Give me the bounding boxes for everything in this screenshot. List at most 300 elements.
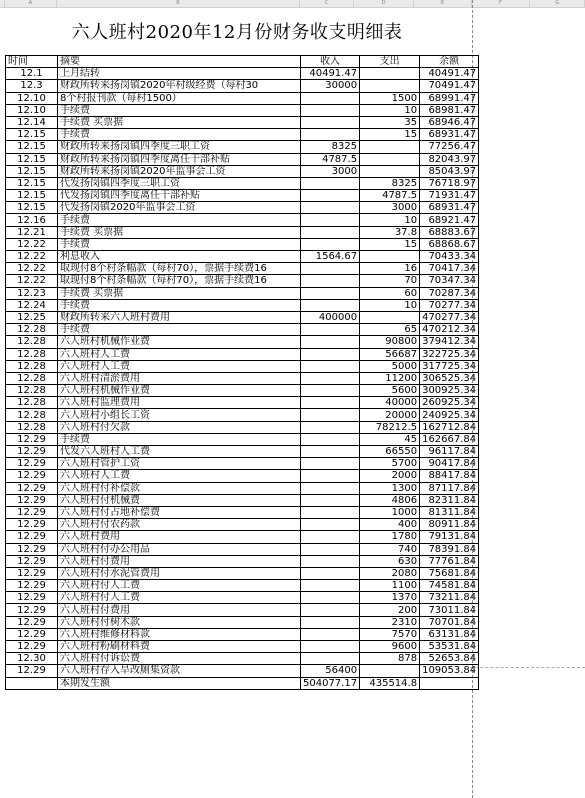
cell-date[interactable]: 12.29 [6,543,58,555]
table-row [6,665,479,677]
cell-income[interactable] [301,421,360,433]
cell-expense[interactable] [360,80,420,92]
cell-date[interactable]: 12.29 [6,555,58,567]
cell-date[interactable]: 12.16 [6,214,58,226]
cell-balance[interactable]: 80911.84 [420,519,479,531]
cell-expense[interactable]: 56687 [360,348,420,360]
table-row [6,324,479,336]
cell-balance[interactable]: 77256.47 [420,141,479,153]
cell-balance[interactable]: 82043.97 [420,153,479,165]
cell-desc[interactable]: 六人班村付诉讼费 [58,653,301,665]
cell-balance[interactable]: 70701.84 [420,616,479,628]
cell-date[interactable]: 12.28 [6,348,58,360]
cell-income[interactable] [301,104,360,116]
cell-income[interactable]: 8325 [301,141,360,153]
cell-expense[interactable]: 740 [360,543,420,555]
cell-income[interactable] [301,458,360,470]
cell-expense[interactable]: 4806 [360,494,420,506]
cell-desc[interactable]: 六人班村费用 [58,531,301,543]
cell-income[interactable]: 56400 [301,665,360,677]
cell-balance[interactable]: 53531.84 [420,641,479,653]
cell-balance[interactable]: 68946.47 [420,116,479,128]
cell-expense[interactable]: 70 [360,275,420,287]
cell-balance[interactable]: 73211.84 [420,592,479,604]
cell-expense[interactable]: 11200 [360,372,420,384]
cell-desc[interactable]: 六人班村人工费 [58,348,301,360]
table-row [6,226,479,238]
cell-date[interactable]: 12.28 [6,324,58,336]
cell-desc[interactable]: 本期发生额 [58,677,301,689]
table-row [6,531,479,543]
cell-desc[interactable]: 六人班村付欠款 [58,421,301,433]
cell-income[interactable] [301,348,360,360]
column-letter[interactable]: C [300,0,354,7]
cell-date[interactable]: 12.29 [6,641,58,653]
cell-desc[interactable]: 六人班村监理费用 [58,397,301,409]
cell-desc[interactable]: 手续费 [58,238,301,250]
cell-income[interactable] [301,92,360,104]
cell-desc[interactable]: 六人班村付水泥管费用 [58,567,301,579]
cell-date[interactable]: 12.28 [6,360,58,372]
cell-desc[interactable]: 代发扬岗镇四季度离任干部补贴 [58,190,301,202]
cell-balance[interactable]: 470212.34 [420,324,479,336]
cell-income[interactable]: 3000 [301,165,360,177]
cell-balance[interactable]: 306525.34 [420,372,479,384]
cell-balance[interactable]: 68991.47 [420,92,479,104]
cell-desc[interactable]: 手续费 [58,433,301,445]
cell-date[interactable]: 12.29 [6,665,58,677]
cell-expense[interactable]: 2080 [360,567,420,579]
cell-desc[interactable]: 财政所转来扬岗镇四季度离任干部补贴 [58,153,301,165]
cell-income[interactable]: 400000 [301,311,360,323]
cell-date[interactable] [6,677,58,689]
cell-income[interactable] [301,494,360,506]
cell-date[interactable]: 12.28 [6,372,58,384]
cell-desc[interactable]: 财政所转来扬岗镇2020年监事会工资 [58,165,301,177]
cell-income[interactable] [301,446,360,458]
table-row [6,616,479,628]
cell-desc[interactable]: 代发六人班村人工费 [58,446,301,458]
header-desc: 摘要 [58,56,301,68]
table-row [6,190,479,202]
cell-income[interactable]: 1564.67 [301,251,360,263]
table-row [6,129,479,141]
table-row [6,360,479,372]
cell-balance[interactable]: 52653.84 [420,653,479,665]
cell-income[interactable] [301,372,360,384]
table-row [6,494,479,506]
cell-expense[interactable]: 20000 [360,409,420,421]
cell-date[interactable]: 12.29 [6,580,58,592]
cell-expense[interactable]: 66550 [360,446,420,458]
cell-desc[interactable]: 利息收入 [58,251,301,263]
table-row [6,202,479,214]
cell-desc[interactable]: 六人班村人工费 [58,470,301,482]
cell-income[interactable] [301,641,360,653]
cell-income[interactable] [301,567,360,579]
cell-expense[interactable]: 10 [360,299,420,311]
header-income: 收入 [301,56,360,68]
cell-balance[interactable]: 260925.34 [420,397,479,409]
finance-table [5,55,479,690]
cell-balance[interactable]: 87117.84 [420,482,479,494]
cell-balance[interactable] [420,677,479,689]
cell-date[interactable]: 12.15 [6,153,58,165]
cell-desc[interactable]: 六人班村付占地补偿费 [58,506,301,518]
cell-income[interactable]: 4787.5 [301,153,360,165]
cell-balance[interactable]: 300925.34 [420,385,479,397]
cell-balance[interactable]: 70417.34 [420,263,479,275]
table-row [6,92,479,104]
cell-date[interactable]: 12.30 [6,653,58,665]
cell-balance[interactable]: 63131.84 [420,628,479,640]
cell-desc[interactable]: 六人班村付树木款 [58,616,301,628]
cell-desc[interactable]: 财政所转来扬岗镇四季度三职工资 [58,141,301,153]
cell-expense[interactable]: 60 [360,287,420,299]
cell-expense[interactable]: 2310 [360,616,420,628]
cell-date[interactable]: 12.29 [6,616,58,628]
cell-expense[interactable]: 45 [360,433,420,445]
cell-income[interactable] [301,214,360,226]
cell-expense[interactable]: 878 [360,653,420,665]
cell-balance[interactable]: 470277.34 [420,311,479,323]
cell-desc[interactable]: 取现付8个村条幅款（每村70），票据手续费16 [58,275,301,287]
table-row [6,238,479,250]
cell-balance[interactable]: 77761.84 [420,555,479,567]
column-letter[interactable]: E [414,0,472,7]
cell-balance[interactable]: 68931.47 [420,202,479,214]
cell-desc[interactable]: 六人班村管护工资 [58,458,301,470]
table-row [6,604,479,616]
cell-desc[interactable]: 六人班村清淤费用 [58,372,301,384]
cell-expense[interactable]: 8325 [360,177,420,189]
cell-desc[interactable]: 六人班村付费用 [58,604,301,616]
cell-income[interactable] [301,482,360,494]
cell-income[interactable] [301,543,360,555]
table-row [6,141,479,153]
cell-date[interactable]: 12.28 [6,421,58,433]
table-row [6,653,479,665]
cell-balance[interactable]: 81311.84 [420,506,479,518]
cell-desc[interactable]: 六人班村人工费 [58,360,301,372]
cell-balance[interactable]: 68868.67 [420,238,479,250]
cell-balance[interactable]: 162667.84 [420,433,479,445]
cell-income[interactable] [301,580,360,592]
cell-income[interactable] [301,433,360,445]
cell-expense[interactable]: 10 [360,214,420,226]
cell-date[interactable]: 12.28 [6,385,58,397]
cell-expense[interactable]: 1370 [360,592,420,604]
cell-balance[interactable]: 68921.47 [420,214,479,226]
cell-date[interactable]: 12.22 [6,238,58,250]
cell-income[interactable] [301,519,360,531]
cell-desc[interactable]: 上月结转 [58,68,301,80]
cell-date[interactable]: 12.15 [6,190,58,202]
cell-income[interactable] [301,531,360,543]
cell-income[interactable] [301,397,360,409]
cell-expense[interactable]: 7570 [360,628,420,640]
cell-desc[interactable]: 财政所转来六人班村费用 [58,311,301,323]
cell-date[interactable]: 12.22 [6,263,58,275]
cell-balance[interactable]: 240925.34 [420,409,479,421]
cell-balance[interactable]: 70277.34 [420,299,479,311]
cell-income[interactable] [301,604,360,616]
cell-expense[interactable]: 5600 [360,385,420,397]
cell-income[interactable] [301,190,360,202]
cell-date[interactable]: 12.29 [6,506,58,518]
cell-expense[interactable]: 10 [360,104,420,116]
cell-expense[interactable]: 5000 [360,360,420,372]
cell-date[interactable]: 12.29 [6,433,58,445]
table-row [6,543,479,555]
cell-income[interactable] [301,238,360,250]
cell-desc[interactable]: 财政所转来扬岗镇2020年村级经费（每村30 [58,80,301,92]
cell-balance[interactable]: 73011.84 [420,604,479,616]
cell-income[interactable] [301,226,360,238]
header-balance: 余额 [420,56,479,68]
column-letter[interactable]: A [5,0,57,7]
cell-expense[interactable]: 400 [360,519,420,531]
cell-expense[interactable]: 15 [360,129,420,141]
table-row [6,458,479,470]
column-letter[interactable]: D [354,0,414,7]
cell-expense[interactable]: 37.8 [360,226,420,238]
cell-date[interactable]: 12.15 [6,141,58,153]
cell-expense[interactable]: 2000 [360,470,420,482]
cell-balance[interactable]: 82311.84 [420,494,479,506]
cell-desc[interactable]: 手续费 [58,104,301,116]
cell-date[interactable]: 12.14 [6,116,58,128]
cell-income[interactable] [301,202,360,214]
page-break-horizontal [470,667,585,668]
cell-date[interactable]: 12.10 [6,104,58,116]
cell-date[interactable]: 12.29 [6,604,58,616]
cell-income[interactable] [301,287,360,299]
table-row [6,385,479,397]
cell-balance[interactable]: 317725.34 [420,360,479,372]
cell-desc[interactable]: 六人班村机械作业费 [58,336,301,348]
cell-date[interactable]: 12.21 [6,226,58,238]
cell-balance[interactable]: 96117.84 [420,446,479,458]
table-row [6,104,479,116]
cell-desc[interactable]: 手续费 买票据 [58,287,301,299]
table-row [6,580,479,592]
cell-date[interactable]: 12.29 [6,458,58,470]
cell-date[interactable]: 12.28 [6,409,58,421]
cell-income[interactable] [301,263,360,275]
cell-expense[interactable]: 1100 [360,580,420,592]
cell-desc[interactable]: 代发扬岗镇四季度三职工资 [58,177,301,189]
cell-desc[interactable]: 六人班村存入旱改厕集资款 [58,665,301,677]
table-row [6,482,479,494]
cell-desc[interactable]: 手续费 买票据 [58,226,301,238]
cell-desc[interactable]: 六人班村付补偿款 [58,482,301,494]
column-letter[interactable]: B [57,0,300,7]
cell-income[interactable] [301,116,360,128]
cell-expense[interactable]: 1300 [360,482,420,494]
cell-desc[interactable]: 六人班村付费用 [58,555,301,567]
cell-balance[interactable]: 75681.84 [420,567,479,579]
cell-desc[interactable]: 手续费 [58,324,301,336]
cell-income[interactable] [301,653,360,665]
cell-balance[interactable]: 162712.84 [420,421,479,433]
cell-date[interactable]: 12.29 [6,592,58,604]
cell-income[interactable] [301,385,360,397]
cell-expense[interactable]: 1000 [360,506,420,518]
cell-expense[interactable] [360,153,420,165]
cell-date[interactable]: 12.29 [6,567,58,579]
cell-balance[interactable]: 379412.34 [420,336,479,348]
cell-income[interactable] [301,592,360,604]
cell-date[interactable]: 12.15 [6,202,58,214]
cell-date[interactable]: 12.29 [6,482,58,494]
cell-balance[interactable]: 40491.47 [420,68,479,80]
table-row [6,506,479,518]
cell-date[interactable]: 12.29 [6,446,58,458]
cell-income[interactable] [301,360,360,372]
cell-balance[interactable]: 109053.84 [420,665,479,677]
cell-expense[interactable] [360,68,420,80]
cell-income[interactable]: 30000 [301,80,360,92]
table-row [6,214,479,226]
table-row [6,165,479,177]
cell-desc[interactable]: 手续费 买票据 [58,116,301,128]
cell-desc[interactable]: 六人班村机械作业费 [58,385,301,397]
cell-balance[interactable]: 90417.84 [420,458,479,470]
cell-desc[interactable]: 手续费 [58,214,301,226]
table-row [6,311,479,323]
cell-expense[interactable]: 35 [360,116,420,128]
cell-expense[interactable]: 15 [360,238,420,250]
cell-balance[interactable]: 85043.97 [420,165,479,177]
cell-date[interactable]: 12.24 [6,299,58,311]
table-row [6,519,479,531]
cell-date[interactable]: 12.29 [6,628,58,640]
cell-balance[interactable]: 88417.84 [420,470,479,482]
cell-expense[interactable]: 90800 [360,336,420,348]
cell-desc[interactable]: 六人班村付人工费 [58,592,301,604]
cell-desc[interactable]: 手续费 [58,299,301,311]
cell-expense[interactable]: 3000 [360,202,420,214]
cell-expense[interactable] [360,665,420,677]
cell-expense[interactable]: 5700 [360,458,420,470]
cell-expense[interactable]: 65 [360,324,420,336]
cell-expense[interactable]: 200 [360,604,420,616]
cell-date[interactable]: 12.3 [6,80,58,92]
cell-date[interactable]: 12.25 [6,311,58,323]
cell-balance[interactable]: 78391.84 [420,543,479,555]
cell-desc[interactable]: 六人班村维修材料款 [58,628,301,640]
table-row [6,433,479,445]
cell-desc[interactable]: 六人班村付人工费 [58,580,301,592]
cell-balance[interactable]: 68931.47 [420,129,479,141]
cell-income[interactable] [301,555,360,567]
cell-income[interactable] [301,129,360,141]
cell-date[interactable]: 12.22 [6,251,58,263]
cell-desc[interactable]: 六人班村付办公用品 [58,543,301,555]
cell-desc[interactable]: 六人班村粉刷材料费 [58,641,301,653]
cell-date[interactable]: 12.28 [6,397,58,409]
cell-desc[interactable]: 8个村报刊款（每村1500） [58,92,301,104]
cell-expense[interactable] [360,141,420,153]
cell-balance[interactable]: 74581.84 [420,580,479,592]
cell-expense[interactable] [360,311,420,323]
cell-date[interactable]: 12.23 [6,287,58,299]
cell-income[interactable] [301,336,360,348]
cell-income[interactable] [301,324,360,336]
cell-desc[interactable]: 六人班村付农药款 [58,519,301,531]
cell-desc[interactable]: 六人班村小组长工资 [58,409,301,421]
cell-desc[interactable]: 手续费 [58,129,301,141]
column-letter[interactable]: G [530,0,585,7]
cell-date[interactable]: 12.15 [6,129,58,141]
cell-income[interactable] [301,275,360,287]
cell-income[interactable]: 40491.47 [301,68,360,80]
cell-date[interactable]: 12.29 [6,531,58,543]
cell-date[interactable]: 12.29 [6,470,58,482]
cell-expense[interactable]: 4787.5 [360,190,420,202]
cell-balance[interactable]: 76718.97 [420,177,479,189]
cell-expense[interactable]: 630 [360,555,420,567]
cell-balance[interactable]: 70491.47 [420,80,479,92]
table-row [6,275,479,287]
table-row [6,336,479,348]
cell-income[interactable]: 504077.17 [301,677,360,689]
cell-expense[interactable]: 78212.5 [360,421,420,433]
cell-expense[interactable]: 40000 [360,397,420,409]
cell-date[interactable]: 12.29 [6,519,58,531]
table-row [6,372,479,384]
cell-date[interactable]: 12.1 [6,68,58,80]
cell-income[interactable] [301,177,360,189]
cell-date[interactable]: 12.10 [6,92,58,104]
cell-expense[interactable]: 435514.8 [360,677,420,689]
cell-desc[interactable]: 代发扬岗镇2020年监事会工资 [58,202,301,214]
cell-expense[interactable] [360,251,420,263]
cell-balance[interactable]: 70287.34 [420,287,479,299]
cell-income[interactable] [301,470,360,482]
header-expense: 支出 [360,56,420,68]
cell-desc[interactable]: 六人班村付机械费 [58,494,301,506]
cell-income[interactable] [301,299,360,311]
cell-date[interactable]: 12.22 [6,275,58,287]
cell-balance[interactable]: 68883.67 [420,226,479,238]
cell-desc[interactable]: 取现付8个村条幅款（每村70），票据手续费16 [58,263,301,275]
cell-income[interactable] [301,616,360,628]
cell-balance[interactable]: 70347.34 [420,275,479,287]
cell-expense[interactable]: 1500 [360,92,420,104]
column-letter[interactable]: F [472,0,530,7]
cell-expense[interactable] [360,165,420,177]
cell-date[interactable]: 12.28 [6,336,58,348]
cell-date[interactable]: 12.15 [6,177,58,189]
cell-date[interactable]: 12.29 [6,494,58,506]
cell-income[interactable] [301,628,360,640]
table-row [6,68,479,80]
cell-date[interactable]: 12.15 [6,165,58,177]
cell-income[interactable] [301,506,360,518]
cell-balance[interactable]: 79131.84 [420,531,479,543]
cell-expense[interactable]: 16 [360,263,420,275]
cell-balance[interactable]: 322725.34 [420,348,479,360]
cell-balance[interactable]: 68981.47 [420,104,479,116]
cell-income[interactable] [301,409,360,421]
cell-balance[interactable]: 70433.34 [420,251,479,263]
cell-balance[interactable]: 71931.47 [420,190,479,202]
cell-expense[interactable]: 9600 [360,641,420,653]
cell-expense[interactable]: 1780 [360,531,420,543]
table-row [6,397,479,409]
